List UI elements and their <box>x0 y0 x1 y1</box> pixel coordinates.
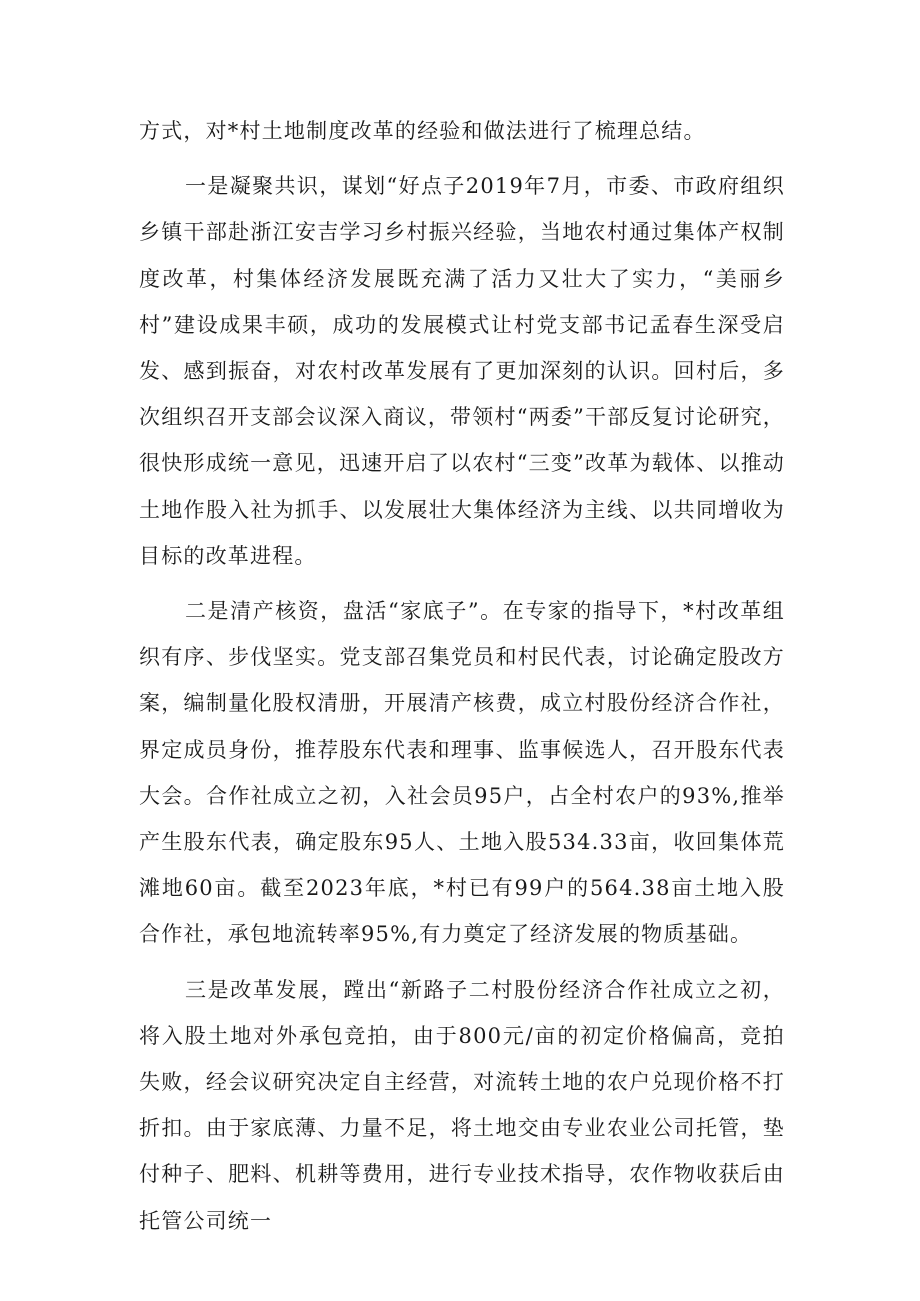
paragraph-consensus: 一是凝聚共识，谋划“好点子2019年7月，市委、市政府组织乡镇干部赴浙江安吉学习乡村振兴经验，当地农村通过集体产权制度改革，村集体经济发展既充满了活力又壮大了实力，“美丽乡村”建设成果丰硕，成功的发展模式让村党支部书记孟春生深受启发、感到振奋，对农村改革发展有了更加深刻的认识。回村后，多次组织召开支部会议深入商议，带领村“两委”干部反复讨论研究，很快形成统一意见，迅速开启了以农村“三变”改革为载体、以推动土地作股入社为抓手、以发展壮大集体经济为主线、以共同增收为目标的改革进程。 <box>139 174 785 568</box>
paragraph-reform-development: 三是改革发展，蹚出“新路子二村股份经济合作社成立之初，将入股土地对外承包竞拍，由于800元/亩的初定价格偏高，竞拍失败，经会议研究决定自主经营，对流转土地的农户兑现价格不打折扣。由于家底薄、力量不足，将土地交由专业农业公司托管，垫付种子、肥料、机耕等费用，进行专业技术指导，农作物收获后由托管公司统一 <box>139 977 785 1233</box>
paragraph-intro-continuation: 方式，对*村土地制度改革的经验和做法进行了梳理总结。 <box>139 119 706 143</box>
document-body <box>139 108 785 1253</box>
paragraph-asset-audit: 二是清产核资，盘活“家底子”。在专家的指导下，*村改革组织有序、步伐坚实。党支部召集党员和村民代表，讨论确定股改方案，编制量化股权清册，开展清产核费，成立村股份经济合作社，界定成员身份，推荐股东代表和理事、监事候选人，召开股东代表大会。合作社成立之初，入社会员95户，占全村农户的93%,推举产生股东代表，确定股东95人、土地入股534.33亩，收回集体荒滩地60亩。截至2023年底，*村已有99户的564.38亩土地入股合作社，承包地流转率95%,有力奠定了经济发展的物质基础。 <box>139 599 785 947</box>
